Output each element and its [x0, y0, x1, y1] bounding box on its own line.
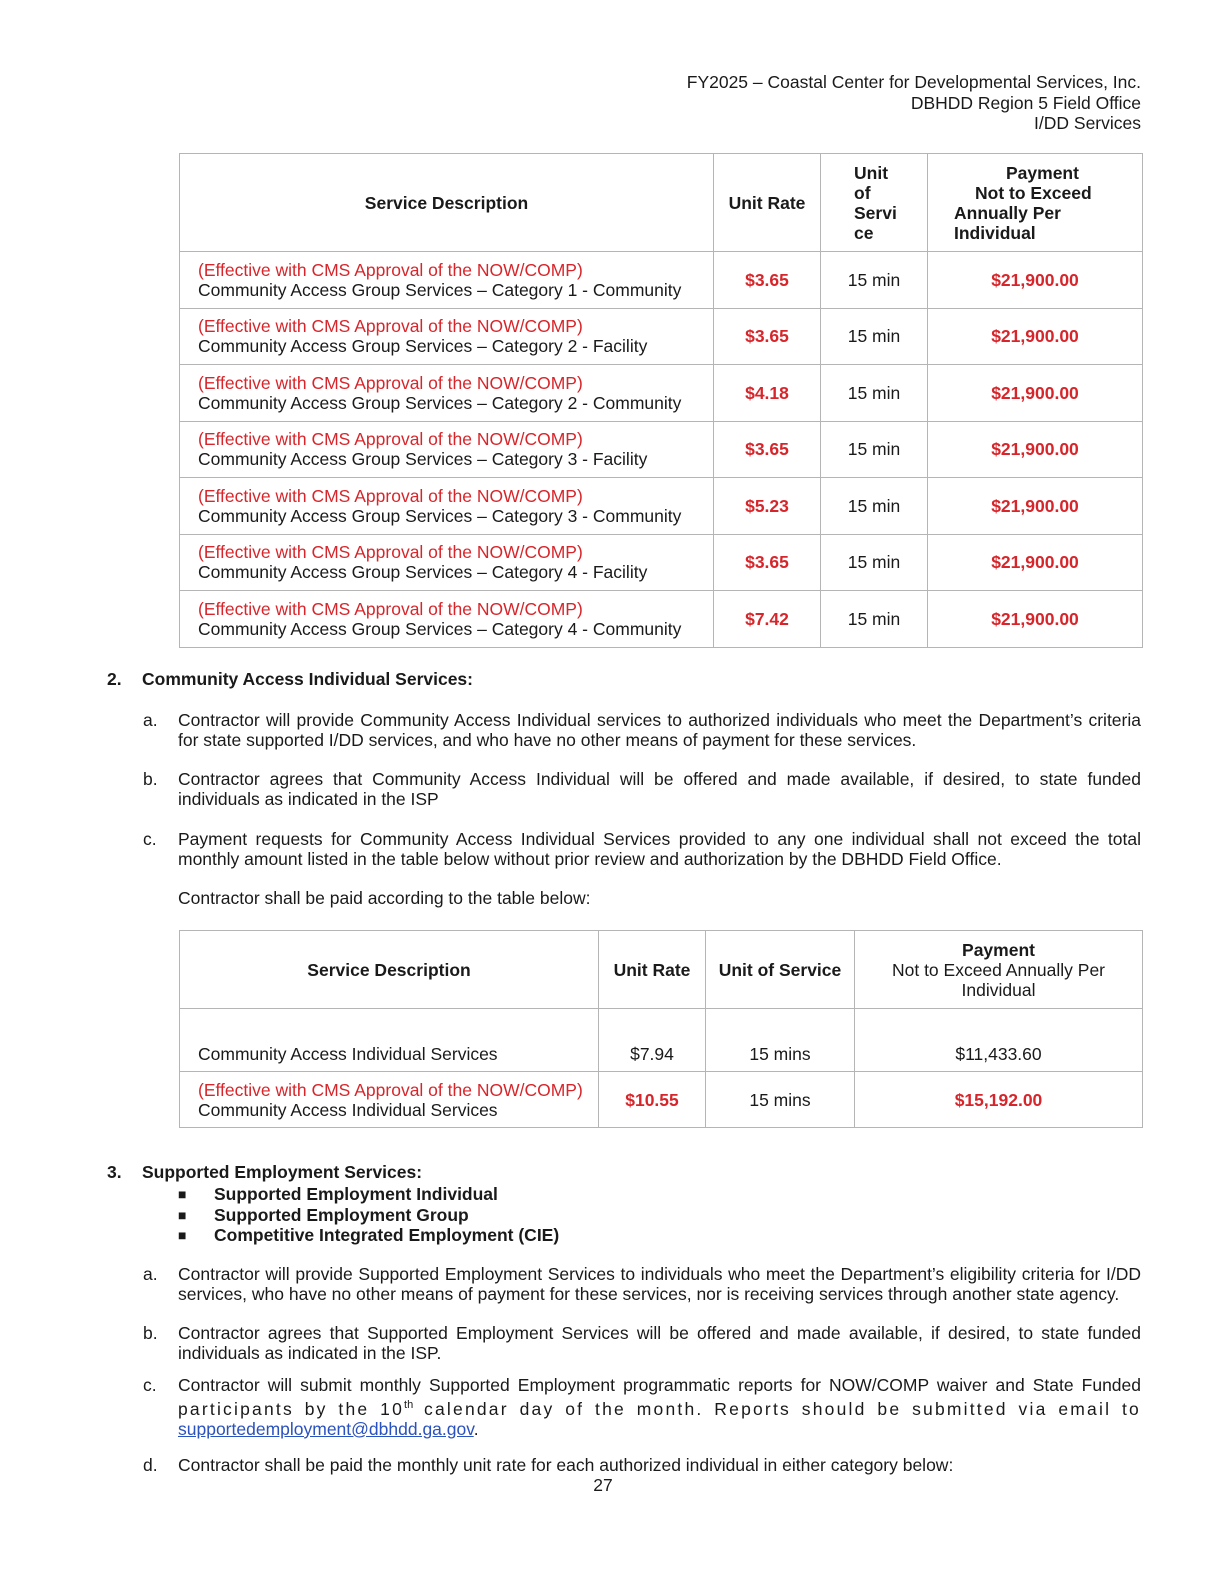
- payment-cell: $21,900.00: [928, 365, 1143, 422]
- item-label: b.: [143, 1323, 158, 1343]
- table-header-row: [180, 931, 1143, 1009]
- unit-of-service-cell: 15 min: [821, 421, 928, 478]
- section-3-item-b: Contractor agrees that Supported Employment Services will be offered and made available, if desired, to state funded individuals as indicated in the ISP.: [178, 1323, 1141, 1363]
- service-description-cell: [180, 1072, 599, 1128]
- payment-cell: $21,900.00: [928, 591, 1143, 648]
- col-header-unit-rate: Unit Rate: [714, 154, 821, 252]
- table-row: [180, 421, 1143, 478]
- service-name: Community Access Group Services – Category 4 - Facility: [198, 562, 648, 583]
- square-bullet-icon: ■: [178, 1206, 187, 1223]
- col-header-payment: Payment Not to Exceed Annually Per Individual: [855, 931, 1143, 1009]
- service-description-cell: [180, 478, 714, 535]
- individual-services-rate-table: [179, 930, 1143, 1128]
- item-label: c.: [143, 1375, 157, 1395]
- service-name: Community Access Group Services – Category 2 - Community: [198, 392, 682, 413]
- section-3-item-d: Contractor shall be paid the monthly unit rate for each authorized individual in either category below:: [178, 1455, 954, 1475]
- table-header-row: [180, 154, 1143, 252]
- unit-rate-cell: $5.23: [714, 478, 821, 535]
- list-item: ■ Supported Employment Group: [178, 1204, 469, 1225]
- section-3-heading: [107, 1162, 423, 1182]
- service-name: Community Access Group Services – Category 3 - Community: [198, 505, 682, 526]
- header-line-3: I/DD Services: [1034, 113, 1141, 133]
- service-description-cell: [180, 534, 714, 591]
- effective-note: (Effective with CMS Approval of the NOW/COMP): [198, 598, 583, 619]
- table-row: [180, 365, 1143, 422]
- unit-of-service-cell: 15 min: [821, 591, 928, 648]
- unit-of-service-cell: 15 min: [821, 478, 928, 535]
- email-link[interactable]: supportedemployment@dbhdd.ga.gov: [178, 1418, 474, 1439]
- item-label: a.: [143, 1264, 158, 1284]
- square-bullet-icon: ■: [178, 1227, 187, 1243]
- service-name: Community Access Group Services – Category 4 - Community: [198, 618, 682, 639]
- item-c-line-3: supportedemployment@dbhdd.ga.gov.: [178, 1418, 479, 1439]
- section-title: Community Access Individual Services:: [142, 669, 473, 689]
- header-line-2: DBHDD Region 5 Field Office: [910, 92, 1141, 113]
- item-c-line-2: participants by the 10th calendar day of the month. Reports should be submitted via email to: [178, 1398, 1141, 1419]
- effective-note: (Effective with CMS Approval of the NOW/COMP): [198, 429, 583, 450]
- unit-rate-cell: $3.65: [714, 308, 821, 365]
- col-header-unit-of-service: Unit of Service: [706, 931, 855, 1009]
- effective-note: (Effective with CMS Approval of the NOW/COMP): [198, 372, 583, 393]
- header-line-1: FY2025 – Coastal Center for Developmental Services, Inc.: [686, 72, 1141, 92]
- payment-cell: $11,433.60: [855, 1009, 1143, 1072]
- service-description-cell: [180, 365, 714, 422]
- unit-rate-cell: $7.94: [599, 1009, 706, 1072]
- unit-of-service-cell: 15 min: [821, 534, 928, 591]
- item-label: a.: [143, 710, 158, 730]
- table-row: [180, 252, 1143, 309]
- effective-note: (Effective with CMS Approval of the NOW/COMP): [198, 542, 583, 563]
- unit-rate-cell: $3.65: [714, 534, 821, 591]
- unit-of-service-cell: 15 min: [821, 365, 928, 422]
- service-description-cell: [180, 421, 714, 478]
- item-label: b.: [143, 769, 158, 789]
- service-description-cell: [180, 308, 714, 365]
- effective-note: (Effective with CMS Approval of the NOW/COMP): [198, 485, 583, 506]
- service-name: Community Access Group Services – Category 1 - Community: [198, 279, 682, 300]
- unit-of-service-cell: 15 min: [821, 252, 928, 309]
- effective-note: (Effective with CMS Approval of the NOW/COMP): [198, 1079, 583, 1100]
- table-row: [180, 308, 1143, 365]
- list-item: ■ Competitive Integrated Employment (CIE): [178, 1225, 560, 1245]
- col-header-unit-rate: Unit Rate: [599, 931, 706, 1009]
- table-row: [180, 1009, 1143, 1072]
- unit-rate-cell: $3.65: [714, 252, 821, 309]
- section-2-item-a: Contractor will provide Community Access Individual services to authorized individuals who meet the Department’s criteria for state supported I/DD services, and who have no other means of payment for these services.: [178, 710, 1141, 750]
- section-2-heading: [107, 669, 473, 689]
- col-header-description: Service Description: [180, 154, 714, 252]
- table-row: [180, 1072, 1143, 1128]
- unit-of-service-cell: 15 min: [821, 308, 928, 365]
- page-header: [687, 72, 1141, 134]
- unit-rate-cell: $4.18: [714, 365, 821, 422]
- item-label: c.: [143, 829, 157, 849]
- payment-cell: $15,192.00: [855, 1072, 1143, 1128]
- service-name: Community Access Group Services – Category 2 - Facility: [198, 336, 648, 357]
- effective-note: (Effective with CMS Approval of the NOW/COMP): [198, 316, 583, 337]
- section-number: 3.: [107, 1162, 122, 1182]
- table-row: [180, 478, 1143, 535]
- effective-note: (Effective with CMS Approval of the NOW/COMP): [198, 259, 583, 280]
- employment-types-list: [178, 1184, 559, 1246]
- unit-rate-cell: $10.55: [599, 1072, 706, 1128]
- unit-rate-cell: $3.65: [714, 421, 821, 478]
- service-name: Community Access Individual Services: [198, 1099, 498, 1120]
- square-bullet-icon: ■: [178, 1186, 187, 1202]
- unit-rate-cell: $7.42: [714, 591, 821, 648]
- service-name: Community Access Group Services – Category 3 - Facility: [198, 449, 648, 470]
- unit-of-service-cell: 15 mins: [706, 1072, 855, 1128]
- payment-cell: $21,900.00: [928, 534, 1143, 591]
- col-header-unit-of-service: Unit of Servi ce: [821, 154, 928, 252]
- section-2-item-c: Payment requests for Community Access Individual Services provided to any one individual shall not exceed the total monthly amount listed in the table below without prior review and authorization by the DBHDD Field Office.: [178, 829, 1141, 869]
- section-3-item-c: [178, 1375, 1141, 1439]
- service-description-cell: Community Access Individual Services: [180, 1009, 599, 1072]
- section-title: Supported Employment Services:: [142, 1162, 423, 1182]
- payment-cell: $21,900.00: [928, 308, 1143, 365]
- item-c-line-1: Contractor will submit monthly Supported Employment programmatic reports for NOW/COMP waiver and State Funded: [178, 1375, 1141, 1395]
- paid-note: Contractor shall be paid according to the table below:: [178, 888, 591, 908]
- service-description-cell: [180, 252, 714, 309]
- group-services-rate-table: [179, 153, 1143, 648]
- section-2-item-b: Contractor agrees that Community Access Individual will be offered and made available, if desired, to state funded individuals as indicated in the ISP: [178, 769, 1141, 809]
- section-number: 2.: [107, 669, 122, 689]
- service-description-cell: [180, 591, 714, 648]
- payment-cell: $21,900.00: [928, 252, 1143, 309]
- list-item: ■ Supported Employment Individual: [178, 1184, 498, 1204]
- section-3-item-a: Contractor will provide Supported Employment Services to individuals who meet the Department’s eligibility criteria for I/DD services, who have no other means of payment for these services, nor is receiving services through another state agency.: [178, 1264, 1141, 1304]
- payment-cell: $21,900.00: [928, 478, 1143, 535]
- table-row: [180, 591, 1143, 648]
- col-header-description: Service Description: [180, 931, 599, 1009]
- col-header-payment: Payment Not to Exceed Annually Per Individual: [928, 154, 1143, 252]
- table-row: [180, 534, 1143, 591]
- item-label: d.: [143, 1455, 158, 1475]
- payment-cell: $21,900.00: [928, 421, 1143, 478]
- unit-of-service-cell: 15 mins: [706, 1009, 855, 1072]
- page-number: 27: [593, 1475, 613, 1495]
